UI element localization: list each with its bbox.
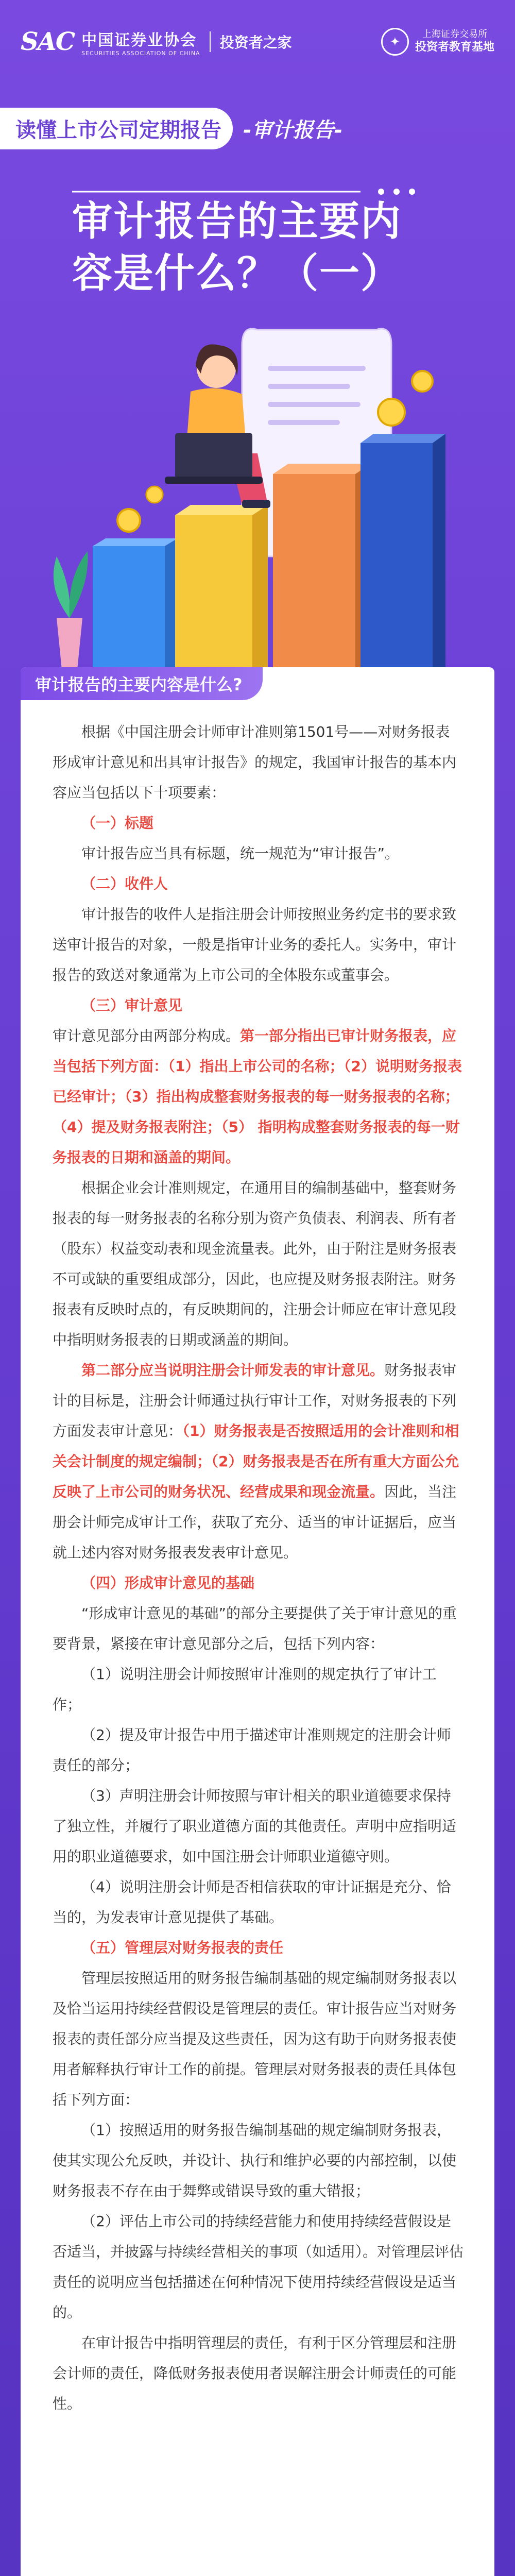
opinion-part2-highlight: （1）财务报表是否按照适用的会计准则和相关会计制度的规定编制；（2）财务报表是否在所有重大方面公允反映了上市公司的财务状况、经营成果和现金流量。 [53, 1422, 459, 1500]
paragraph-recipient: 审计报告的收件人是指注册会计师按照业务约定书的要求致送审计报告的对象，一般是指审计业务的委托人。实务中，审计报告的致送对象通常为上市公司的全体股东或董事会。 [53, 906, 457, 984]
plant-icon [54, 551, 88, 670]
basis-item-3: （3）声明注册会计师按照与审计相关的职业道德要求保持了独立性，并履行了职业道德方面的其他责任。声明中应指明适用的职业道德要求，如中国注册会计师职业道德守则。 [53, 1787, 457, 1865]
top-bar [21, 19, 494, 65]
series-tag: 读懂上市公司定期报告 [0, 108, 233, 149]
paragraph-opinion-part2 [53, 1355, 464, 1568]
basis-item-2: （2）提及审计报告中用于描述审计准则规定的注册会计师责任的部分； [53, 1726, 451, 1774]
section-heading-opinion: （三）审计意见 [81, 997, 183, 1014]
title-box [72, 185, 433, 300]
sac-mark: SAC [21, 27, 75, 56]
series-subtitle: -审计报告- [243, 118, 343, 142]
sse-logo-icon: ✦ [381, 28, 409, 56]
series-bar [0, 108, 342, 148]
content-card [21, 667, 494, 2576]
section-heading-title: （一）标题 [81, 815, 154, 832]
opinion-part2-text: 财务报表审计的目标是，注册会计师通过执行审计工作，对财务报表的下列方面发表审计意见： [53, 1362, 457, 1439]
association-name-cn: 中国证券业协会 [81, 31, 197, 49]
management-item-2: （2）评估上市公司的持续经营能力和使用持续经营假设是否适当，并披露与持续经营相关的事项（如适用）。对管理层评估责任的说明应当包括描述在何种情况下使用持续经营假设是适当的。 [53, 2213, 464, 2321]
hero-illustration [0, 289, 515, 680]
opinion-part2-heading: 第二部分应当说明注册会计师发表的审计意见。 [81, 1362, 385, 1379]
paragraph-management-closing: 在审计报告中指明管理层的责任，有利于区分管理层和注册会计师的责任，降低财务报表使用者误解注册会计师责任的可能性。 [53, 2334, 457, 2412]
opinion-part1-highlight: 第一部分指出已审计财务报表，应当包括下列方面：（1）指出上市公司的名称；（2）说明财务报表已经审计；（3）指出构成整套财务报表的每一财务报表的名称；（4）提及财务报表附注；（5） 指明构成整套财务报表的每一财务报表的日期和涵盖的期间。 [53, 1027, 462, 1166]
page-title: 审计报告的主要内容是什么？（一） [72, 198, 402, 297]
basis-item-1: （1）说明注册会计师按照审计准则的规定执行了审计工作； [53, 1666, 437, 1713]
badge-text [415, 28, 494, 55]
card-body [53, 717, 464, 2419]
section-heading-basis: （四）形成审计意见的基础 [81, 1574, 255, 1591]
management-item-1: （1）按照适用的财务报告编制基础的规定编制财务报表，使其实现公允反映，并设计、执行和维护必要的内部控制，以使财务报表不存在由于舞弊或错误导致的重大错报； [53, 2122, 457, 2199]
section-heading-recipient: （二）收件人 [81, 875, 168, 892]
association-name-en: SECURITIES ASSOCIATION OF CHINA [81, 49, 200, 57]
investor-home-label: 投资者之家 [219, 34, 292, 51]
section-heading-management: （五）管理层对财务报表的责任 [81, 1939, 284, 1956]
paragraph-title: 审计报告应当具有标题，统一规范为“审计报告”。 [81, 845, 400, 862]
title-decor-line [72, 185, 433, 198]
paragraph-statement-names: 根据企业会计准则规定，在通用目的编制基础中，整套财务报表的每一财务报表的名称分别为资产负债表、利润表、所有者（股东）权益变动表和现金流量表。此外，由于附注是财务报表不可或缺的重要组成部分，因此，也应提及财务报表附注。财务报表有反映时点的，有反映期间的，注册会计师应在审计意见段中指明财务报表的日期或涵盖的期间。 [53, 1179, 457, 1348]
card-heading: 审计报告的主要内容是什么? [21, 667, 263, 700]
paragraph-management-intro: 管理层按照适用的财务报告编制基础的规定编制财务报表以及恰当运用持续经营假设是管理层的责任。审计报告应当对财务报表的责任部分应当提及这些责任，因为这有助于向财务报表使用者解释执行审计工作的前提。管理层对财务报表的责任具体包括下列方面： [53, 1970, 457, 2108]
sac-logo [21, 27, 200, 57]
sse-education-badge [381, 28, 494, 56]
badge-line-1: 上海证券交易所 [422, 29, 487, 40]
basis-item-4: （4）说明注册会计师是否相信获取的审计证据是充分、恰当的，为发表审计意见提供了基础。 [53, 1878, 451, 1926]
opinion-part2-tail: 因此，当注册会计师完成审计工作，获取了充分、适当的审计证据后，应当就上述内容对财务报表发表审计意见。 [53, 1483, 457, 1561]
header-divider [210, 31, 211, 52]
opinion-part1-intro: 审计意见部分由两部分构成。 [53, 1027, 241, 1044]
association-name [81, 27, 200, 57]
badge-line-2: 投资者教育基地 [415, 41, 494, 54]
paragraph-intro: 根据《中国注册会计师审计准则第1501号——对财务报表形成审计意见和出具审计报告》的规定，我国审计报告的基本内容应当包括以下十项要素： [53, 723, 457, 801]
paragraph-basis-intro: “形成审计意见的基础”的部分主要提供了关于审计意见的重要背景，紧接在审计意见部分之后，包括下列内容： [53, 1605, 457, 1652]
paragraph-opinion-part1 [53, 1021, 464, 1173]
